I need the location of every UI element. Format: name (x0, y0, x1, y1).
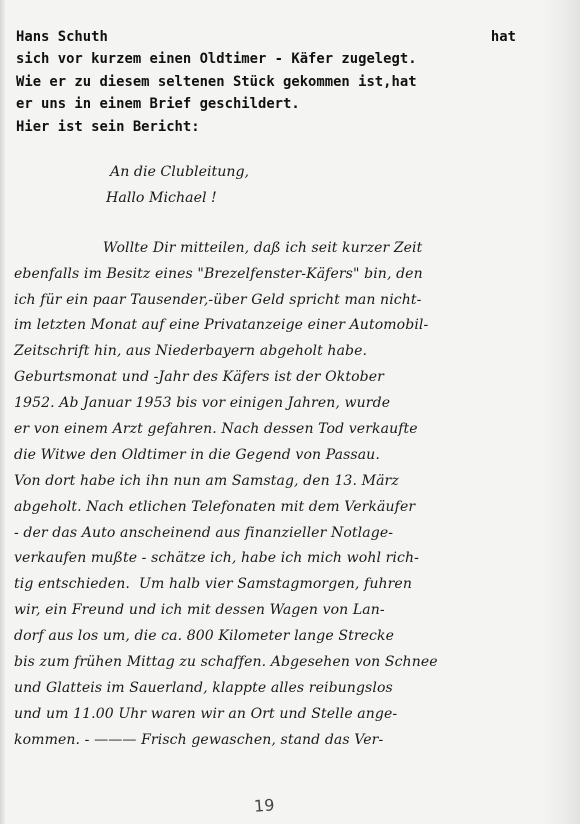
letter-line: ebenfalls im Besitz eines "Brezelfenster-Käfers" bin, den (14, 265, 423, 282)
letter-line: bis zum frühen Mittag zu schaffen. Abgesehen von Schnee (14, 654, 438, 671)
letter-line: und Glatteis im Sauerland, klappte alles reibungslos (14, 679, 393, 696)
letter-line: Wollte Dir mitteilen, daß ich seit kurzer Zeit (102, 239, 423, 256)
letter-line: abgeholt. Nach etlichen Telefonaten mit dem Verkäufer (14, 498, 416, 515)
page-number: 19 (253, 795, 275, 816)
letter-line: Von dort habe ich ihn nun am Samstag, den 13. März (14, 472, 399, 489)
typed-line-1-end: hat (490, 29, 516, 45)
page-left-shadow (0, 0, 6, 824)
letter-line: im letzten Monat auf eine Privatanzeige einer Automobil- (14, 317, 429, 334)
letter-line: dorf aus los um, die ca. 800 Kilometer lange Strecke (14, 628, 395, 645)
letter-line: und um 11.00 Uhr waren wir an Ort und Stelle ange- (14, 705, 398, 722)
letter-salutation-name: Hallo Michael ! (106, 189, 217, 206)
letter-line: wir, ein Freund und ich mit dessen Wagen von Lan- (14, 602, 385, 619)
letter-line: die Witwe den Oldtimer in die Gegend von Passau. (14, 446, 380, 463)
typed-line-2: sich vor kurzem einen Oldtimer - Käfer zugelegt. (16, 51, 417, 68)
letter-line: Zeitschrift hin, aus Niederbayern abgeholt habe. (14, 343, 368, 360)
letter-spacer (14, 212, 534, 236)
letter-line: verkaufen mußte - schätze ich, habe ich mich wohl rich- (14, 550, 419, 567)
letter-line: kommen. - ——— Frisch gewaschen, stand das Ver- (14, 731, 384, 748)
letter-line: tig entschieden. Um halb vier Samstagmorgen, fuhren (14, 576, 412, 593)
typed-line-3: Wie er zu diesem seltenen Stück gekommen ist,hat (16, 73, 417, 90)
typed-line-5: Hier ist sein Bericht: (16, 118, 200, 135)
handwritten-letter (14, 160, 534, 754)
letter-line: ich für ein paar Tausender,-über Geld spricht man nicht- (14, 291, 422, 308)
letter-line: Geburtsmonat und -Jahr des Käfers ist der Oktober (14, 369, 384, 386)
page-right-fold (542, 0, 580, 824)
letter-line: - der das Auto anscheinend aus finanzieller Notlage- (14, 524, 394, 541)
letter-salutation-club: An die Clubleitung, (110, 164, 250, 180)
letter-line: er von einem Arzt gefahren. Nach dessen Tod verkaufte (14, 421, 418, 438)
typed-line-1 (16, 26, 516, 48)
letter-line: 1952. Ab Januar 1953 bis vor einigen Jahren, wurde (14, 395, 391, 412)
author-name: Hans Schuth (16, 29, 108, 45)
typed-introduction (16, 26, 521, 138)
letter-body (14, 236, 534, 754)
typed-line-4: er uns in einem Brief geschildert. (16, 96, 300, 113)
